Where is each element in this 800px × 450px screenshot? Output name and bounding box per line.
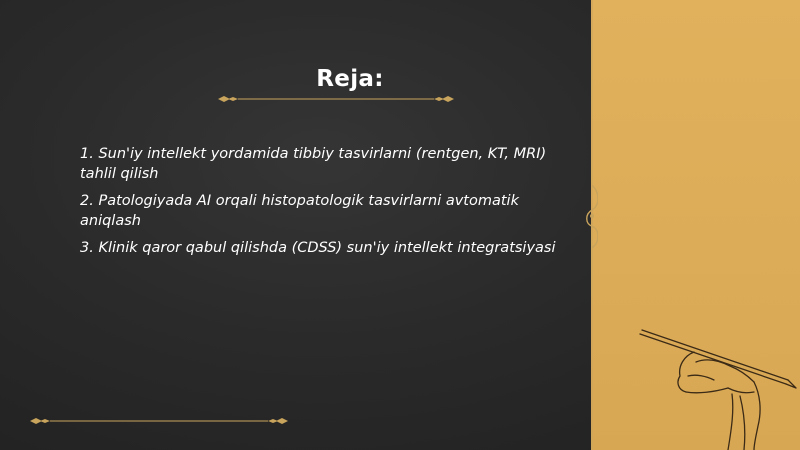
ornamental-divider-icon [28,415,290,427]
plan-list [80,144,580,265]
list-item: 2. Patologiyada AI orqali histopatologik tasvirlarni avtomatik aniqlash [80,193,519,229]
ornamental-divider-icon [214,93,458,105]
hand-holding-pen-icon [636,322,800,450]
list-item: 1. Sun'iy intellekt yordamida tibbiy tasvirlarni (rentgen, KT, MRI) tahlil qilish [80,146,547,182]
scroll-ornament-icon [586,0,598,450]
slide-title: Reja: [316,66,384,92]
list-item: 3. Klinik qaror qabul qilishda (CDSS) sun'iy intellekt integratsiyasi [80,240,556,256]
